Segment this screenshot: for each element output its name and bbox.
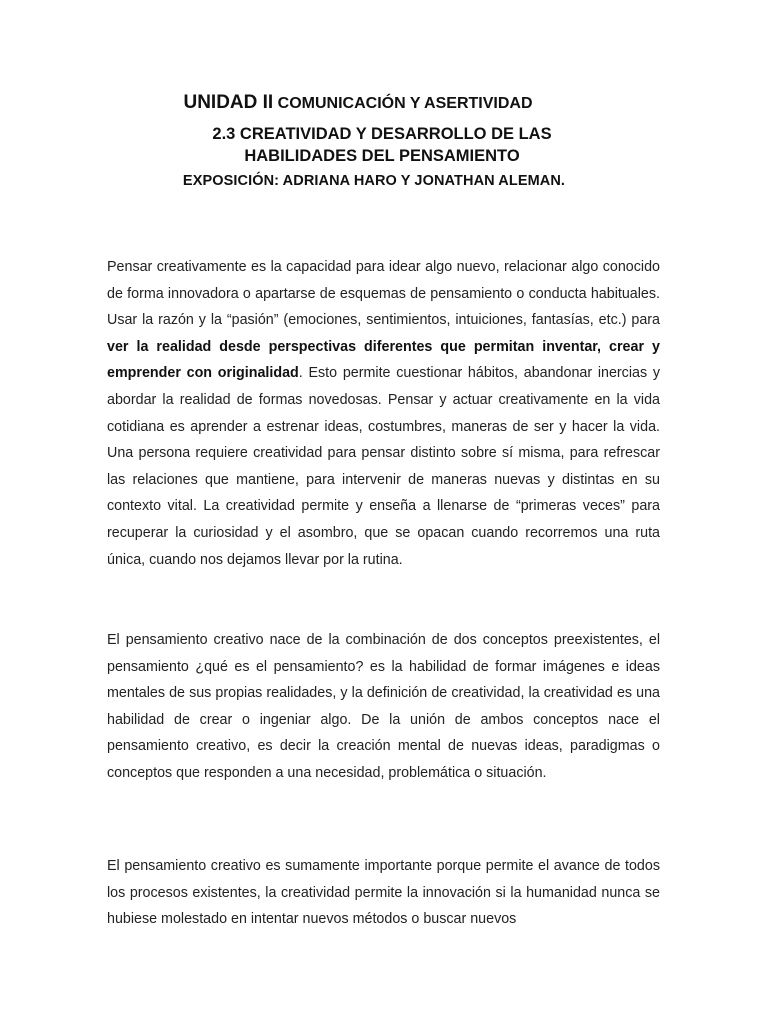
exposition-heading: EXPOSICIÓN: ADRIANA HARO Y JONATHAN ALEMAN. (182, 173, 566, 189)
topic-heading-line1: 2.3 CREATIVIDAD Y DESARROLLO DE LAS (212, 125, 552, 143)
topic-heading-line2: HABILIDADES DEL PENSAMIENTO (244, 147, 520, 165)
paragraph-1-text-b: . Esto permite cuestionar hábitos, abandonar inercias y abordar la realidad de formas novedosas. Pensar y actuar creativamente en la vida cotidiana es aprender a estrenar ideas, costumbres, maneras de ser y hacer la vida. Una persona requiere creatividad para pensar distinto sobre sí misma, para refrescar las relaciones que mantiene, para intervenir de maneras nuevas y distintas en su contexto vital. La creatividad permite y enseña a llenarse de “primeras veces” para recuperar la curiosidad y el asombro, que se opacan cuando recorremos una ruta única, cuando nos dejamos llevar por la rutina. (107, 365, 660, 568)
paragraph-1 (107, 254, 660, 573)
unit-prefix: UNIDAD II (183, 92, 274, 113)
unit-title: COMUNICACIÓN Y ASERTIVIDAD (273, 95, 533, 112)
paragraph-1-text-a: Pensar creativamente es la capacidad para idear algo nuevo, relacionar algo conocido de forma innovadora o apartarse de esquemas de pensamiento o conducta habituales. Usar la razón y la “pasión” (emociones, sentimientos, intuiciones, fantasías, etc.) para (107, 259, 660, 329)
topic-heading (0, 123, 766, 167)
paragraph-1-bold-text: ver la realidad desde perspectivas diferentes que permitan inventar, crear y emprender con originalidad (107, 338, 660, 382)
paragraph-3: El pensamiento creativo es sumamente importante porque permite el avance de todos los procesos existentes, la creatividad permite la innovación si la humanidad nunca se hubiese molestado en intentar nuevos métodos o buscar nuevos (107, 858, 660, 928)
paragraph-2: El pensamiento creativo nace de la combinación de dos conceptos preexistentes, el pensamiento ¿qué es el pensamiento? es la habilidad de formar imágenes e ideas mentales de sus propias realidades, y la definición de creatividad, la creatividad es una habilidad de crear o ingeniar algo. De la unión de ambos conceptos nace el pensamiento creativo, es decir la creación mental de nuevas ideas, paradigmas o conceptos que responden a una necesidad, problemática o situación. (107, 632, 660, 781)
unit-heading (0, 92, 742, 114)
